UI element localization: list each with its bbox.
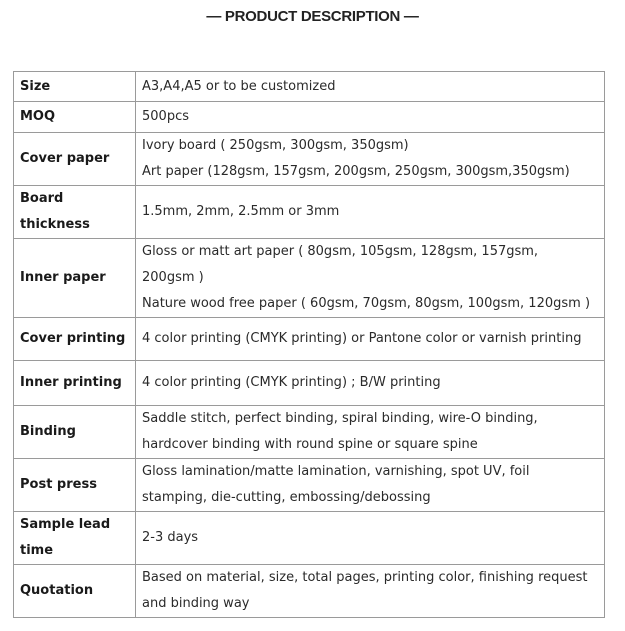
row-value-line: Art paper (128gsm, 157gsm, 200gsm, 250gsm, 300gsm,350gsm) xyxy=(142,164,570,179)
row-value-line: 500pcs xyxy=(142,109,189,124)
row-value-line: 200gsm ) xyxy=(142,270,204,285)
table-row xyxy=(14,186,605,239)
row-value xyxy=(136,186,605,239)
row-value-line: Nature wood free paper ( 60gsm, 70gsm, 80gsm, 100gsm, 120gsm ) xyxy=(142,296,591,311)
row-value-line: 1.5mm, 2mm, 2.5mm or 3mm xyxy=(142,204,340,219)
row-label xyxy=(14,459,136,512)
row-label xyxy=(14,72,136,102)
row-label-line: Cover printing xyxy=(20,331,126,346)
row-value xyxy=(136,102,605,133)
row-value-line: Gloss lamination/matte lamination, varnishing, spot UV, foil xyxy=(142,464,530,479)
row-value-line: Saddle stitch, perfect binding, spiral binding, wire-O binding, xyxy=(142,411,538,426)
section-heading: — PRODUCT DESCRIPTION — xyxy=(206,8,419,25)
row-label-line: Size xyxy=(20,78,51,94)
row-label-line: Inner printing xyxy=(20,375,122,390)
row-label xyxy=(14,239,136,318)
row-label xyxy=(14,133,136,186)
row-label-line: Board xyxy=(20,191,64,206)
row-value xyxy=(136,361,605,406)
table-row xyxy=(14,361,605,406)
row-label xyxy=(14,565,136,618)
row-label xyxy=(14,318,136,361)
row-value-line: and binding way xyxy=(142,596,250,611)
table-row xyxy=(14,133,605,186)
table-row xyxy=(14,102,605,133)
table-row xyxy=(14,239,605,318)
row-value xyxy=(136,72,605,102)
row-value-line: 2-3 days xyxy=(142,530,199,545)
row-label-line: thickness xyxy=(20,217,90,232)
table-row xyxy=(14,406,605,459)
row-value xyxy=(136,318,605,361)
row-label xyxy=(14,361,136,406)
table-row xyxy=(14,565,605,618)
row-value xyxy=(136,512,605,565)
row-label xyxy=(14,406,136,459)
row-label-line: Quotation xyxy=(20,583,94,598)
row-value xyxy=(136,406,605,459)
row-label-line: Post press xyxy=(20,477,97,492)
row-value-line: Based on material, size, total pages, printing color, finishing request xyxy=(142,570,588,585)
row-label-line: Cover paper xyxy=(20,151,110,166)
row-label-line: Sample lead xyxy=(20,517,111,532)
row-value-line: Ivory board ( 250gsm, 300gsm, 350gsm) xyxy=(142,138,409,153)
row-value-line: 4 color printing (CMYK printing) ; B/W printing xyxy=(142,375,441,390)
row-label-line: Inner paper xyxy=(20,270,106,285)
product-spec-table xyxy=(13,71,605,618)
row-value-line: stamping, die-cutting, embossing/debossing xyxy=(142,490,431,505)
row-label-line: MOQ xyxy=(20,109,56,124)
row-value-line: Gloss or matt art paper ( 80gsm, 105gsm, 128gsm, 157gsm, xyxy=(142,244,539,259)
table-row xyxy=(14,512,605,565)
row-label xyxy=(14,186,136,239)
row-value-line: A3,A4,A5 or to be customized xyxy=(142,78,336,94)
row-label-line: Binding xyxy=(20,424,76,439)
row-label xyxy=(14,102,136,133)
table-row xyxy=(14,459,605,512)
table-row xyxy=(14,318,605,361)
row-value xyxy=(136,239,605,318)
row-value-line: hardcover binding with round spine or square spine xyxy=(142,437,478,452)
row-value xyxy=(136,133,605,186)
row-value xyxy=(136,565,605,618)
row-value xyxy=(136,459,605,512)
row-label xyxy=(14,512,136,565)
row-label-line: time xyxy=(20,543,54,558)
row-value-line: 4 color printing (CMYK printing) or Pantone color or varnish printing xyxy=(142,331,582,346)
table-row xyxy=(14,72,605,102)
